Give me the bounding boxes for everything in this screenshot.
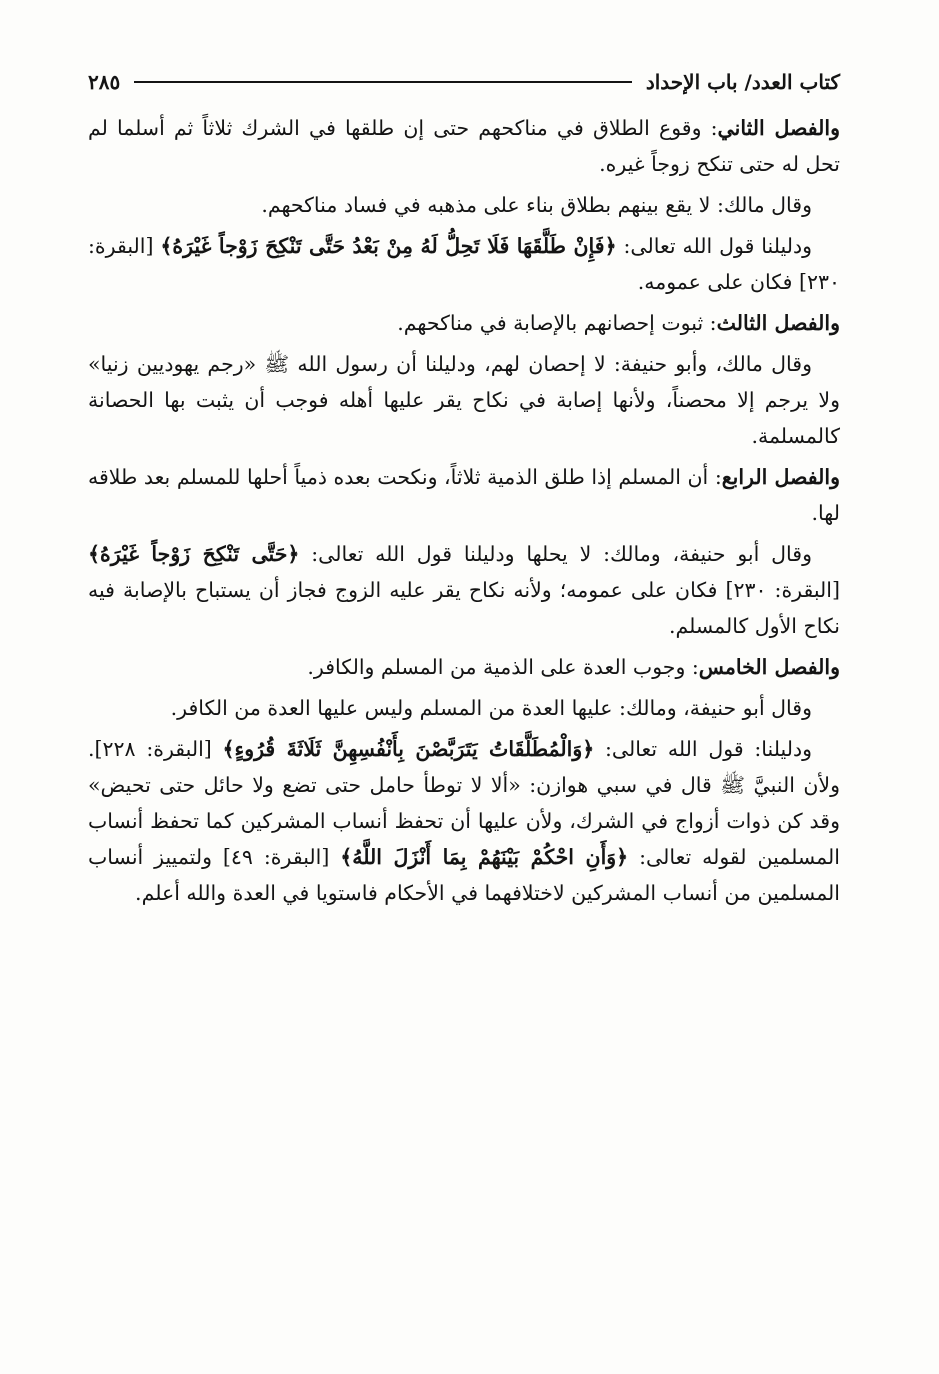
- section-heading: والفصل الثاني: [717, 116, 840, 140]
- paragraph-text: وقال أبو حنيفة، ومالك: لا يحلها ودليلنا قول الله تعالى:: [299, 542, 812, 566]
- book-page: [88, 62, 840, 916]
- paragraph-text: وقال مالك، وأبو حنيفة: لا إحصان لهم، ودليلنا أن رسول الله ﷺ «رجم يهوديين زنيا» ولا يرجم إلا محصناً، ولأنها إصابة في نكاح يقر عليها أهله فوجب أن يثبت بها الحصانة كالمسلمة.: [88, 352, 840, 448]
- paragraph-text: [البقرة: ٢٣٠] فكان على عمومه؛ ولأنه نكاح يقر عليه الزوج فجاز أن يستباح بالإصابة فيه نكاح الأول كالمسلم.: [88, 578, 840, 638]
- section-heading: والفصل الخامس: [698, 655, 840, 679]
- page-body: [88, 110, 840, 911]
- paragraph-evidence-3: [88, 731, 840, 911]
- quran-verse: ﴿فَإِنْ طَلَّقَهَا فَلَا تَحِلُّ لَهُ مِنْ بَعْدُ حَتَّى تَنْكِحَ زَوْجاً غَيْرَهُ﴾: [160, 234, 617, 258]
- paragraph-text: [البقرة: ٢٢٨]. ولأن النبيَّ ﷺ قال في سبي هوازن: «ألا لا توطأ حامل حتى تضع ولا حائل حتى تحيض» وقد كن ذوات أزواج في الشرك، ولأن عليها أن تحفظ أنساب المشركين كما تحفظ أنساب المسلمين لقوله تعالى:: [88, 737, 840, 869]
- paragraph-text: ودليلنا قول الله تعالى:: [616, 234, 812, 258]
- paragraph-text: : أن المسلم إذا طلق الذمية ثلاثاً، ونكحت بعده ذمياً أحلها للمسلم بعد طلاقه لها.: [88, 465, 840, 525]
- paragraph-section-two: [88, 110, 840, 182]
- paragraph-evidence-2: [88, 536, 840, 644]
- paragraph-text: ودليلنا: قول الله تعالى:: [594, 737, 812, 761]
- paragraph-text: وقال مالك: لا يقع بينهم بطلاق بناء على مذهبه في فساد مناكحهم.: [261, 193, 812, 217]
- paragraph-malik-view: [88, 187, 840, 223]
- paragraph-section-four: [88, 459, 840, 531]
- paragraph-hanafi-maliki: [88, 690, 840, 726]
- paragraph-text: [البقرة: ٢٣٠] فكان على عمومه.: [88, 234, 840, 294]
- paragraph-ihsan: [88, 346, 840, 454]
- quran-verse: ﴿حَتَّى تَنْكِحَ زَوْجاً غَيْرَهُ﴾: [88, 542, 300, 566]
- page-number: ٢٨٥: [88, 70, 121, 94]
- section-heading: والفصل الرابع: [721, 465, 841, 489]
- paragraph-section-three: [88, 305, 840, 341]
- quran-verse: ﴿وَأَنِ احْكُمْ بَيْنَهُمْ بِمَا أَنْزَلَ اللَّهُ﴾: [340, 845, 629, 869]
- paragraph-section-five: [88, 649, 840, 685]
- quran-verse: ﴿وَالْمُطَلَّقَاتُ يَتَرَبَّصْنَ بِأَنْفُسِهِنَّ ثَلَاثَةَ قُرُوءٍ﴾: [222, 737, 595, 761]
- header-rule: [134, 81, 632, 83]
- paragraph-text: : ثبوت إحصانهم بالإصابة في مناكحهم.: [397, 311, 717, 335]
- chapter-title: كتاب العدد/ باب الإحداد: [645, 70, 840, 94]
- paragraph-text: : وجوب العدة على الذمية من المسلم والكافر.: [307, 655, 699, 679]
- paragraph-text: وقال أبو حنيفة، ومالك: عليها العدة من المسلم وليس عليها العدة من الكافر.: [170, 696, 812, 720]
- section-heading: والفصل الثالث: [716, 311, 840, 335]
- paragraph-evidence-1: [88, 228, 840, 300]
- paragraph-text: : وقوع الطلاق في مناكحهم حتى إن طلقها في الشرك ثلاثاً ثم أسلما لم تحل له حتى تنكح زوجاً غيره.: [88, 116, 840, 176]
- page-header: [88, 62, 840, 102]
- paragraph-text: [البقرة: ٤٩] ولتمييز أنساب المسلمين من أنساب المشركين لاختلافهما في الأحكام فاستويا في العدة والله أعلم.: [88, 845, 840, 905]
